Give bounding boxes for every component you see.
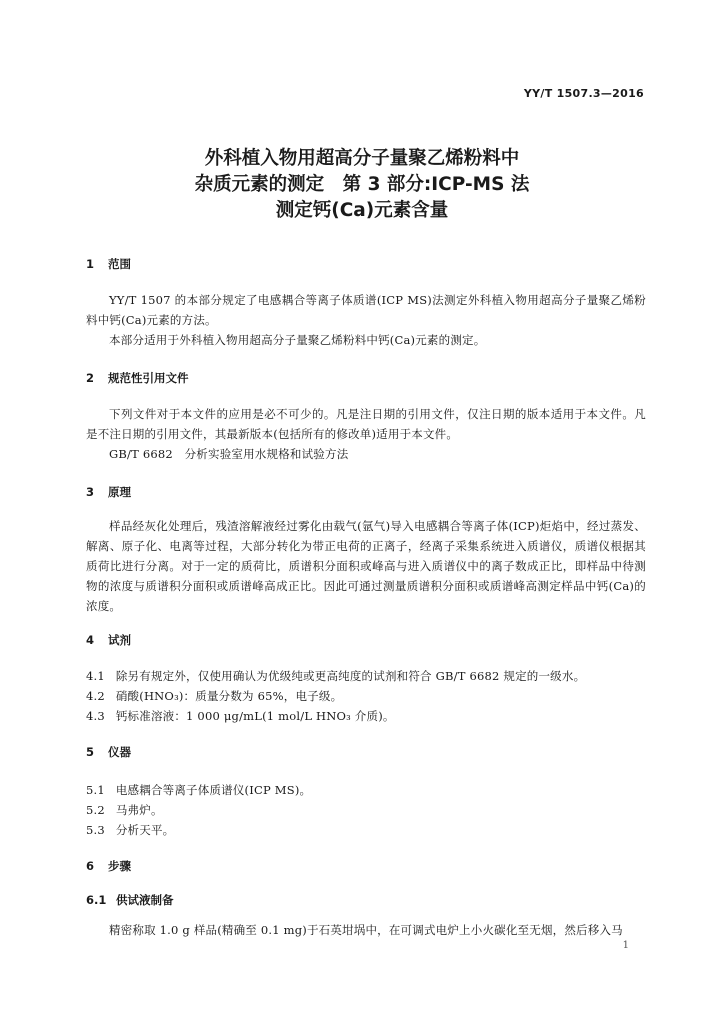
clause-number: 5.2 — [86, 803, 105, 817]
section-2-heading — [86, 370, 189, 386]
clause-5-3 — [86, 820, 646, 840]
section-6-1-paragraph-1: 精密称取 1.0 g 样品(精确至 0.1 mg)于石英坩埚中，在可调式电炉上小火碳化至无烟，然后移入马 — [109, 923, 623, 937]
title-line-2: 杂质元素的测定 第 3 部分:ICP-MS 法 — [194, 174, 530, 195]
clause-text: 电感耦合等离子体质谱仪(ICP MS)。 — [115, 783, 312, 797]
page-number: 1 — [622, 940, 629, 951]
standard-code: YY/T 1507.3—2016 — [523, 87, 644, 100]
section-title: 范围 — [108, 257, 132, 271]
title-line-1: 外科植入物用超高分子量聚乙烯粉料中 — [204, 148, 520, 169]
section-1-paragraph-1: YY/T 1507 的本部分规定了电感耦合等离子体质谱(ICP MS)法测定外科植入物用超高分子量聚乙烯粉料中钙(Ca)元素的方法。 — [86, 293, 646, 327]
clause-text: 分析天平。 — [115, 823, 175, 837]
subsection-title: 供试液制备 — [116, 893, 174, 907]
clause-4-2 — [86, 686, 646, 706]
document-title — [0, 146, 724, 224]
subsection-6-1-heading — [86, 892, 174, 908]
section-3-heading — [86, 484, 131, 500]
section-6-heading — [86, 858, 131, 874]
section-1-heading — [86, 256, 131, 272]
section-number: 4 — [86, 633, 95, 647]
clause-number: 4.3 — [86, 709, 105, 723]
clause-number: 4.1 — [86, 669, 105, 683]
clause-text: 钙标准溶液：1 000 μg/mL(1 mol/L HNO₃ 介质)。 — [115, 709, 395, 723]
clause-text: 除另有规定外，仅使用确认为优级纯或更高纯度的试剂和符合 GB/T 6682 规定的一级水。 — [115, 669, 586, 683]
clause-number: 5.3 — [86, 823, 105, 837]
section-title: 规范性引用文件 — [108, 371, 189, 385]
section-title: 仪器 — [108, 745, 132, 759]
section-title: 试剂 — [108, 633, 132, 647]
section-5-heading — [86, 744, 131, 760]
section-number: 5 — [86, 745, 95, 759]
subsection-number: 6.1 — [86, 893, 107, 907]
normative-reference: GB/T 6682 分析实验室用水规格和试验方法 — [109, 447, 349, 461]
clause-4-3 — [86, 706, 646, 726]
section-2-paragraph-1: 下列文件对于本文件的应用是必不可少的。凡是注日期的引用文件，仅注日期的版本适用于本文件。凡是不注日期的引用文件，其最新版本(包括所有的修改单)适用于本文件。 — [86, 407, 646, 441]
clause-5-1 — [86, 780, 646, 800]
section-3-paragraph-1: 样品经灰化处理后，残渣溶解液经过雾化由载气(氩气)导入电感耦合等离子体(ICP)炬焰中，经过蒸发、解离、原子化、电离等过程，大部分转化为带正电荷的正离子，经离子采集系统进入质谱仪，质谱仪根据其质荷比进行分离。对于一定的质荷比，质谱积分面积或峰高与进入质谱仪中的离子数成正比，即样品中待测物的浓度与质谱积分面积或质谱峰高成正比。因此可通过测量质谱积分面积或质谱峰高测定样品中钙(Ca)的浓度。 — [86, 519, 646, 613]
section-1-paragraph-2: 本部分适用于外科植入物用超高分子量聚乙烯粉料中钙(Ca)元素的测定。 — [109, 333, 486, 347]
clause-4-1 — [86, 666, 646, 686]
clause-number: 5.1 — [86, 783, 105, 797]
clause-number: 4.2 — [86, 689, 105, 703]
clause-text: 马弗炉。 — [115, 803, 163, 817]
section-number: 2 — [86, 371, 95, 385]
section-number: 1 — [86, 257, 95, 271]
clause-text: 硝酸(HNO₃)：质量分数为 65%，电子级。 — [115, 689, 343, 703]
title-line-3: 测定钙(Ca)元素含量 — [275, 200, 449, 221]
section-number: 3 — [86, 485, 95, 499]
section-4-heading — [86, 632, 131, 648]
clause-5-2 — [86, 800, 646, 820]
section-title: 原理 — [108, 485, 132, 499]
section-number: 6 — [86, 859, 95, 873]
section-title: 步骤 — [108, 859, 132, 873]
